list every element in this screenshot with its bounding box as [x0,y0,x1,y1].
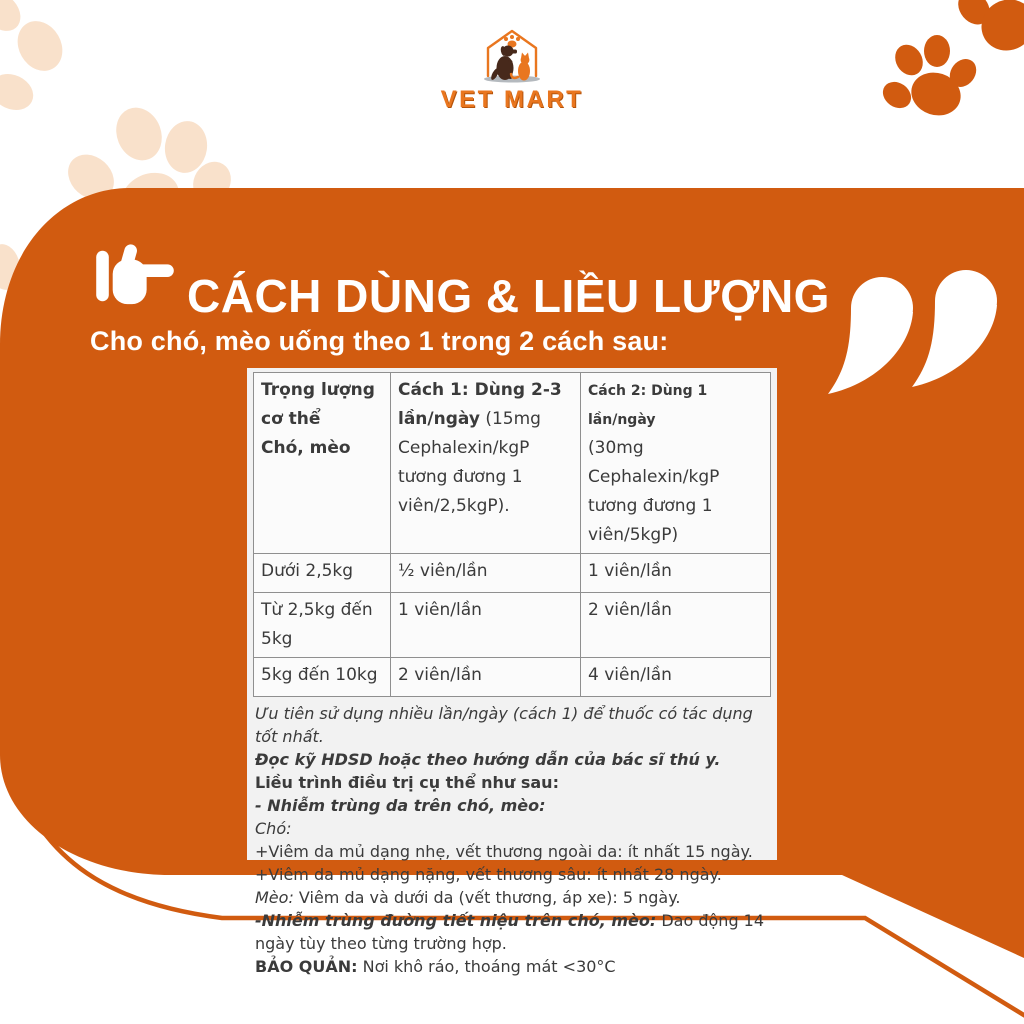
note-line: Ưu tiên sử dụng nhiều lần/ngày (cách 1) để thuốc có tác dụng tốt nhất. [255,704,753,746]
brand-logo [0,26,1024,114]
brand-name: VET MART [440,86,584,113]
header-method-1: Cách 1: Dùng 2-3 lần/ngày (15mg Cephalexin/kgP tương đương 1 viên/2,5kgP). [391,373,581,554]
table-header-row [254,373,771,554]
header-weight: Trọng lượng cơ thể Chó, mèo [254,373,391,554]
table-row: Từ 2,5kg đến 5kg 1 viên/lần 2 viên/lần [254,593,771,658]
table-row: 5kg đến 10kg 2 viên/lần 4 viên/lần [254,658,771,697]
dosage-table [253,372,771,697]
page-title: CÁCH DÙNG & LIỀU LƯỢNG [187,269,830,322]
note-line: Đọc kỹ HDSD hoặc theo hướng dẫn của bác sĩ thú y. [255,750,721,769]
note-line: Chó: [255,819,292,838]
note-line: +Viêm da mủ dạng nặng, vết thương sâu: ít nhất 28 ngày. [255,865,722,884]
info-panel [247,368,777,976]
header-method-2: Cách 2: Dùng 1 lần/ngày (30mg Cephalexin/kgP tương đương 1 viên/5kgP) [581,373,771,554]
usage-notes [253,702,771,978]
brand-logo-icon [447,26,577,86]
note-line: Liều trình điều trị cụ thể như sau: [255,773,559,792]
table-row: Dưới 2,5kg ½ viên/lần 1 viên/lần [254,554,771,593]
page-subtitle: Cho chó, mèo uống theo 1 trong 2 cách sau: [90,326,669,356]
note-line: +Viêm da mủ dạng nhẹ, vết thương ngoài da: ít nhất 15 ngày. [255,842,753,861]
note-line: Mèo: Viêm da và dưới da (vết thương, áp xe): 5 ngày. [255,888,681,907]
paw-print-icon [504,35,520,48]
note-line: - Nhiễm trùng da trên chó, mèo: [255,796,546,815]
pointing-hand-icon [95,244,175,308]
note-line: BẢO QUẢN: Nơi khô ráo, thoáng mát <30°C [255,957,616,976]
note-line: -Nhiễm trùng đường tiết niệu trên chó, mèo: Dao động 14 ngày tùy theo từng trường hợp. [255,911,765,953]
